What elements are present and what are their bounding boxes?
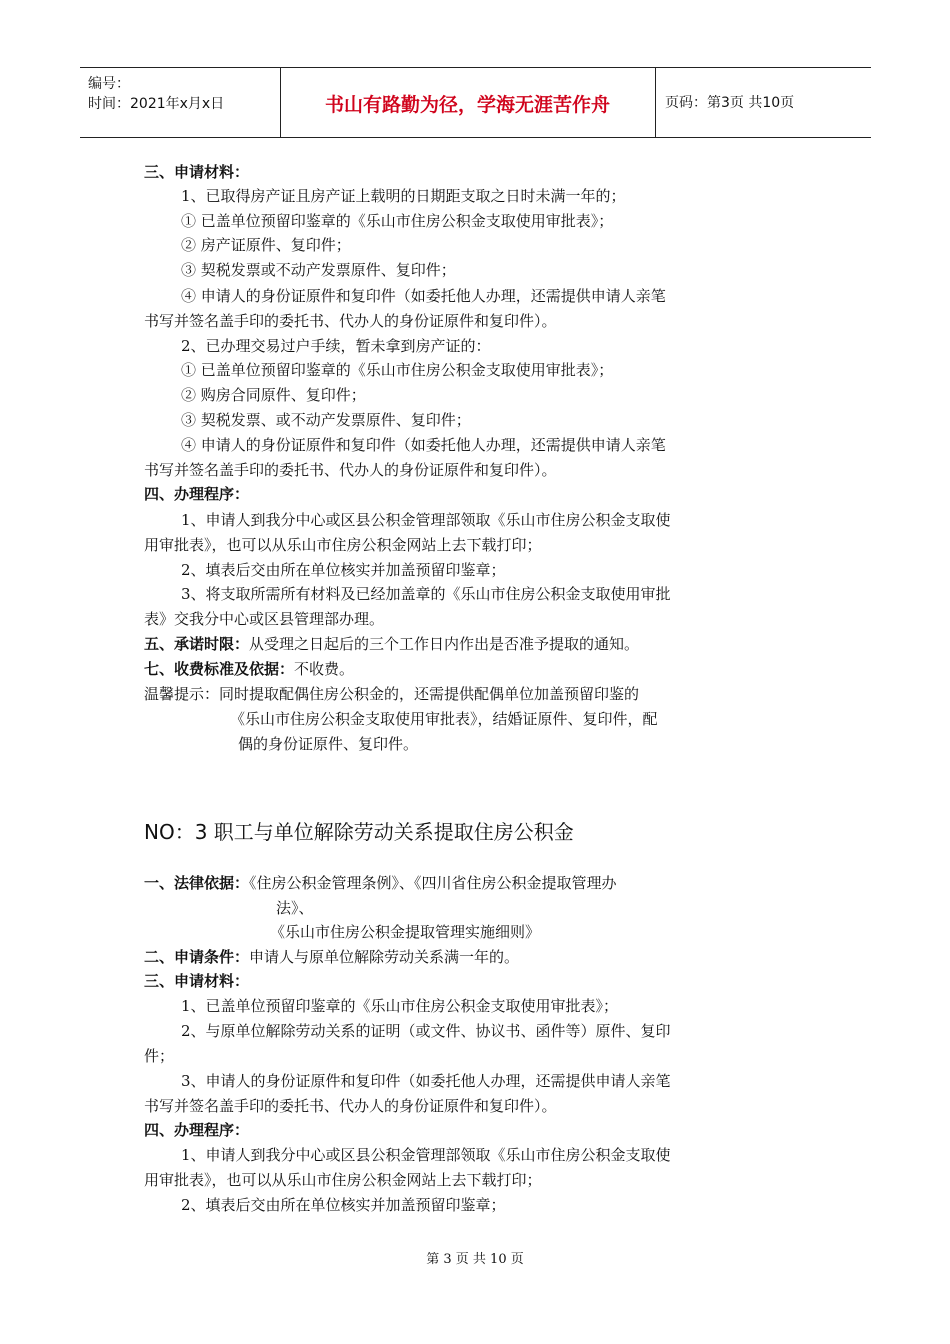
- case2-item-3: ③ 契税发票、或不动产发票原件、复印件；: [181, 411, 471, 429]
- case1-item-2: ② 房产证原件、复印件；: [181, 236, 351, 254]
- law-line: [144, 871, 809, 896]
- material-2-cont: 件；: [144, 1047, 175, 1065]
- material-3: 3、申请人的身份证原件和复印件（如委托他人办理，还需提供申请人亲笔: [181, 1072, 671, 1090]
- case2-text: 2、已办理交易过户手续，暂未拿到房产证的：: [181, 337, 491, 355]
- cond-heading: 二、申请条件：: [144, 948, 250, 966]
- page-header: [80, 67, 871, 138]
- law-heading: 一、法律依据：: [144, 874, 250, 892]
- tip-line-1: [144, 682, 809, 707]
- procedure-step-3: 3、将支取所需所有材料及已经加盖章的《乐山市住房公积金支取使用审批: [181, 585, 671, 603]
- promise-text: 从受理之日起后的三个工作日内作出是否准予提取的通知。: [249, 635, 640, 653]
- promise-line: [144, 632, 809, 657]
- cond-line: [144, 945, 809, 970]
- header-motto: 书山有路勤为径，学海无涯苦作舟: [324, 94, 610, 116]
- case1-item-1: ① 已盖单位预留印鉴章的《乐山市住房公积金支取使用审批表》；: [181, 212, 614, 230]
- material-2: 2、与原单位解除劳动关系的证明（或文件、协议书、函件等）原件、复印: [181, 1022, 671, 1040]
- header-meta: [88, 74, 224, 114]
- procedure2-step-1-cont: 用审批表》，也可以从乐山市住房公积金网站上去下载打印；: [144, 1171, 542, 1189]
- law-text-2: 法》、: [276, 899, 314, 917]
- fee-heading: 七、收费标准及依据：: [144, 660, 295, 678]
- case2-item-1: ① 已盖单位预留印鉴章的《乐山市住房公积金支取使用审批表》；: [181, 361, 614, 379]
- material-3-cont: 书写并签名盖手印的委托书、代办人的身份证原件和复印件）。: [144, 1097, 557, 1115]
- tip-text-3: 偶的身份证原件、复印件。: [238, 735, 419, 753]
- case1-item-3: ③ 契税发票或不动产发票原件、复印件；: [181, 261, 456, 279]
- cond-text: 申请人与原单位解除劳动关系满一年的。: [249, 948, 520, 966]
- header-divider: [655, 68, 656, 137]
- materials-heading: 三、申请材料：: [144, 163, 250, 181]
- case2-item-2: ② 购房合同原件、复印件；: [181, 386, 366, 404]
- material-1: 1、已盖单位预留印鉴章的《乐山市住房公积金支取使用审批表》；: [181, 997, 619, 1015]
- number-label: 编号：: [88, 76, 130, 92]
- tip-text-2: 《乐山市住房公积金支取使用审批表》，结婚证原件、复印件，配: [230, 710, 658, 728]
- procedure-heading: 四、办理程序：: [144, 485, 250, 503]
- procedure-step-1-cont: 用审批表》，也可以从乐山市住房公积金网站上去下载打印；: [144, 536, 542, 554]
- procedure2-step-1: 1、申请人到我分中心或区县公积金管理部领取《乐山市住房公积金支取使: [181, 1146, 671, 1164]
- fee-line: [144, 657, 809, 682]
- case2-item-4-cont: 书写并签名盖手印的委托书、代办人的身份证原件和复印件）。: [144, 461, 557, 479]
- procedure2-step-2: 2、填表后交由所在单位核实并加盖预留印鉴章；: [181, 1196, 506, 1214]
- materials-heading-2: 三、申请材料：: [144, 972, 250, 990]
- case1-item-4: ④ 申请人的身份证原件和复印件（如委托他人办理，还需提供申请人亲笔: [181, 287, 666, 305]
- procedure-heading-2: 四、办理程序：: [144, 1121, 250, 1139]
- page-footer: 第 3 页 共 10 页: [426, 1252, 524, 1267]
- case2-item-4: ④ 申请人的身份证原件和复印件（如委托他人办理，还需提供申请人亲笔: [181, 436, 666, 454]
- fee-text: 不收费。: [294, 660, 355, 678]
- time-label: 时间：2021年x月x日: [88, 96, 225, 112]
- case1-item-4-cont: 书写并签名盖手印的委托书、代办人的身份证原件和复印件）。: [144, 312, 557, 330]
- law-text-3: 《乐山市住房公积金提取管理实施细则》: [270, 923, 541, 941]
- tip-label: 温馨提示：: [144, 685, 220, 703]
- case1-text: 1、已取得房产证且房产证上载明的日期距支取之日时未满一年的；: [181, 187, 626, 205]
- promise-heading: 五、承诺时限：: [144, 635, 250, 653]
- procedure-step-3-cont: 表》交我分中心或区县管理部办理。: [144, 610, 385, 628]
- procedure-step-1: 1、申请人到我分中心或区县公积金管理部领取《乐山市住房公积金支取使: [181, 511, 671, 529]
- section-title: NO：3 职工与单位解除劳动关系提取住房公积金: [144, 820, 574, 844]
- header-page-label: 页码：第3页 共10页: [665, 95, 795, 111]
- procedure-step-2: 2、填表后交由所在单位核实并加盖预留印鉴章；: [181, 561, 506, 579]
- tip-text-1: 同时提取配偶住房公积金的，还需提供配偶单位加盖预留印鉴的: [219, 685, 640, 703]
- law-text-1: 《住房公积金管理条例》、《四川省住房公积金提取管理办: [249, 874, 617, 892]
